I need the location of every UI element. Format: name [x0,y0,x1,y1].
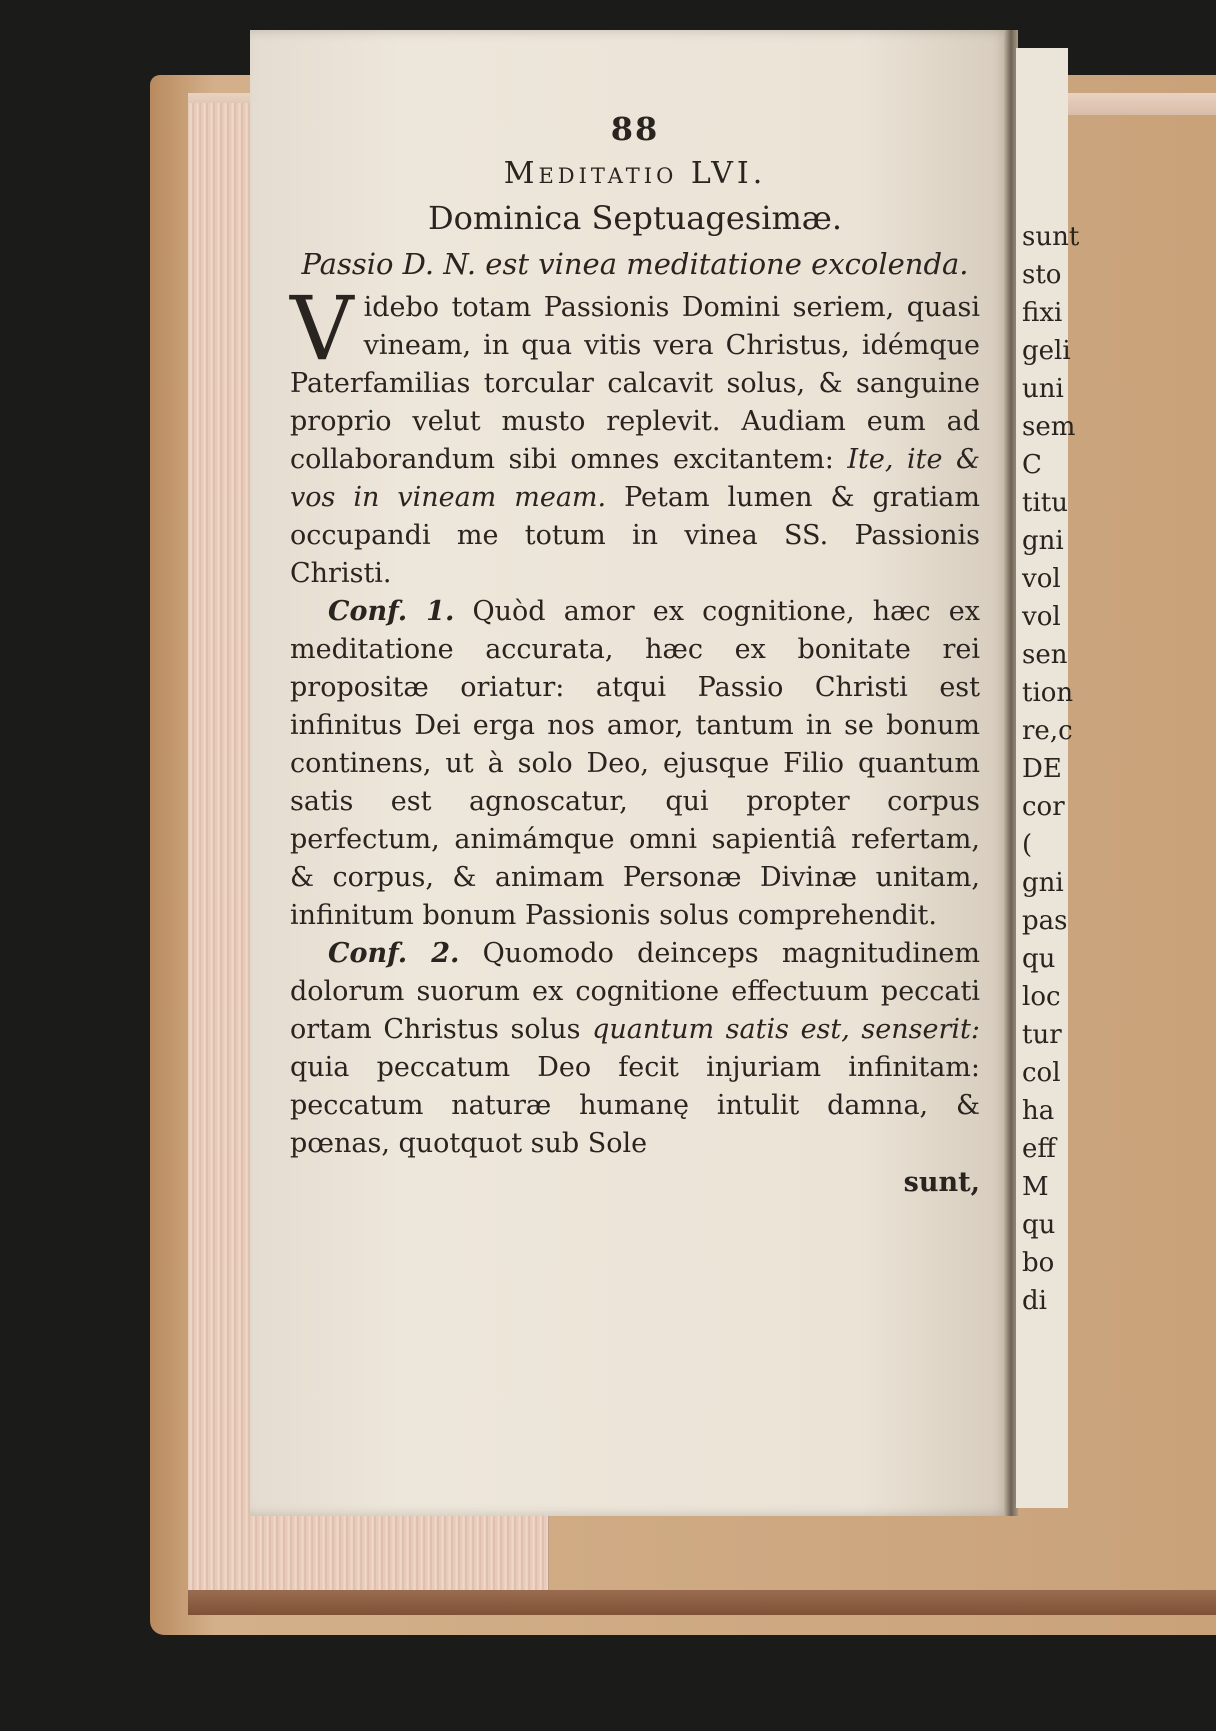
facing-page-line: sunt [1022,222,1080,252]
page-bottom-edge [188,1590,1216,1615]
meditation-subheading: Dominica Septuagesimæ. [427,199,843,237]
facing-page-line: vol [1022,602,1061,632]
meditation-heading: Meditatio LVI. [503,156,767,191]
facing-page-line: fixi [1022,298,1063,328]
facing-page-line: col [1022,1058,1061,1088]
page-text [290,110,980,1198]
consideration-1-label: Conf. 1. [328,596,455,627]
facing-page-line: loc [1022,982,1061,1012]
consideration-1-text: Quòd amor ex cognitione, hæc ex meditatione accurata, hæc ex bonitate rei propositæ oriatur: atqui Passio Christi est infinitus Dei erga nos amor, tantum in se bonum continens, ut à solo Deo, ejusque Filio quantum satis est agnoscatur, qui propter corpus perfectum, animámque omni sapientiâ refertam, & corpus, & animam Personæ Divinæ unitam, infinitum bonum Passionis solus comprehendit. [290,596,980,931]
facing-page-line: titu [1022,488,1068,518]
facing-page-line: di [1022,1286,1047,1316]
facing-page-line: sen [1022,640,1068,670]
facing-page-line: qu [1022,1210,1056,1240]
facing-page-line: re,c [1022,716,1073,746]
drop-capital: V [290,277,354,380]
facing-page-line: tur [1022,1020,1062,1050]
consideration-2-label: Conf. 2. [328,938,460,969]
catchword: sunt, [903,1167,980,1198]
facing-page-line: ha [1022,1096,1055,1126]
facing-page-line: pas [1022,906,1068,936]
facing-page-line: cor [1022,792,1065,822]
facing-page-line: tion [1022,678,1074,708]
facing-page-line: qu [1022,944,1056,974]
page-number: 88 [610,110,660,148]
opening-text-end: Petam lumen & gratiam occupandi me totum in vinea SS. Passionis Christi. [290,482,980,589]
meditation-caption: Passio D. N. est vinea meditatione excolenda. [301,247,969,281]
opening-quote: Ite, ite & vos in vineam meam. [290,444,980,513]
facing-page-line: eff [1022,1134,1056,1164]
consideration-1 [290,593,980,935]
consideration-2-quote: quantum satis est, senserit: [592,1014,980,1045]
facing-page-line: vol [1022,564,1061,594]
facing-page-line: C [1022,450,1042,480]
facing-page-line: gni [1022,526,1064,556]
facing-page-line: sem [1022,412,1076,442]
facing-page-fragments [1016,48,1080,1320]
consideration-2-text-a: Quomodo deinceps magnitudinem dolorum suorum ex cognitione effectuum peccati ortam Christus solus [290,938,980,1045]
consideration-2 [290,935,980,1163]
facing-page-line: ( [1022,830,1033,860]
facing-page [1014,48,1080,1508]
opening-text: idebo totam Passionis Domini seriem, quasi vineam, in qua vitis vera Christus, idémque Paterfamilias torcular calcavit solus, & sanguine proprio velut musto replevit. Audiam eum ad collaborandum sibi omnes excitantem: [290,292,980,475]
facing-page-line: gni [1022,868,1064,898]
facing-page-line: bo [1022,1248,1055,1278]
facing-page-line: DE [1022,754,1062,784]
facing-page-line: M [1022,1172,1049,1202]
opening-paragraph [290,277,980,593]
facing-page-line: geli [1022,336,1071,366]
facing-page-line: uni [1022,374,1064,404]
facing-page-line: sto [1022,260,1062,290]
consideration-2-text-b: quia peccatum Deo fecit injuriam infinitam: peccatum naturæ humanę intulit damna, & pœnas, quotquot sub Sole [290,1052,980,1159]
